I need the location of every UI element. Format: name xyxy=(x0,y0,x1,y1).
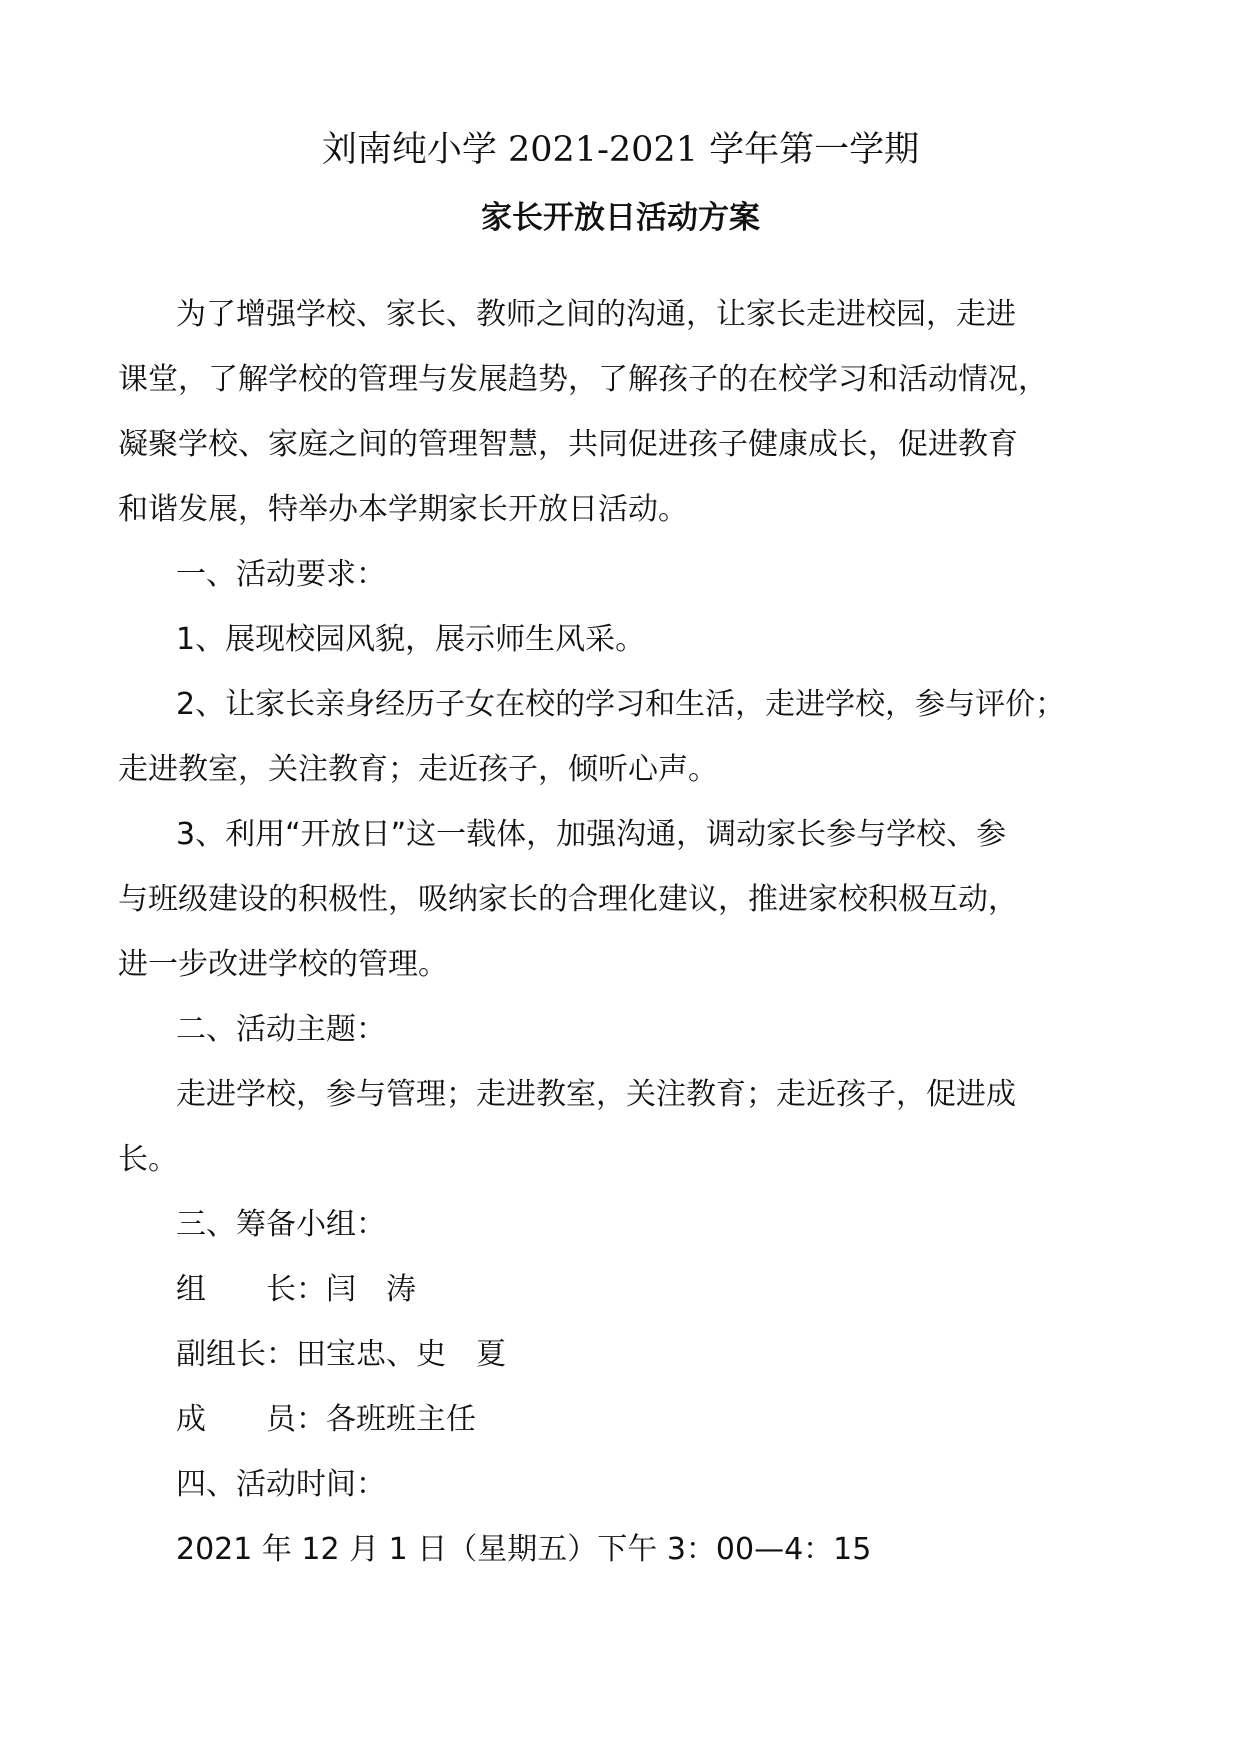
theme-line: 长。 xyxy=(118,1142,178,1177)
group-members: 成 员：各班班主任 xyxy=(176,1402,476,1437)
intro-line: 课堂，了解学校的管理与发展趋势，了解孩子的在校学习和活动情况， xyxy=(118,362,1048,397)
section-heading-theme: 二、活动主题： xyxy=(176,1012,386,1047)
requirement-item: 2、让家长亲身经历子女在校的学习和生活，走进学校，参与评价； xyxy=(176,687,1066,722)
document-title-line2: 家长开放日活动方案 xyxy=(481,200,760,236)
section-heading-group: 三、筹备小组： xyxy=(176,1207,386,1242)
intro-line: 凝聚学校、家庭之间的管理智慧，共同促进孩子健康成长，促进教育 xyxy=(118,427,1018,462)
group-deputy-leader: 副组长：田宝忠、史 夏 xyxy=(176,1337,506,1372)
document-body xyxy=(118,282,1128,1582)
requirement-item-continued: 走进教室，关注教育；走近孩子，倾听心声。 xyxy=(118,752,718,787)
intro-line: 为了增强学校、家长、教师之间的沟通，让家长走进校园，走进 xyxy=(176,297,1016,332)
activity-time: 2021 年 12 月 1 日（星期五）下午 3：00—4：15 xyxy=(176,1532,872,1567)
requirement-item: 1、展现校园风貌，展示师生风采。 xyxy=(176,622,646,657)
group-leader: 组 长：闫 涛 xyxy=(176,1272,416,1307)
requirement-item: 3、利用“开放日”这一载体，加强沟通，调动家长参与学校、参 xyxy=(176,817,1007,852)
intro-line: 和谐发展，特举办本学期家长开放日活动。 xyxy=(118,492,688,527)
requirement-item-continued: 进一步改进学校的管理。 xyxy=(118,947,448,982)
theme-line: 走进学校，参与管理；走进教室，关注教育；走近孩子，促进成 xyxy=(176,1077,1016,1112)
document-title-line1: 刘南纯小学 2021-2021 学年第一学期 xyxy=(321,130,920,170)
requirement-item-continued: 与班级建设的积极性，吸纳家长的合理化建议，推进家校积极互动， xyxy=(118,882,1018,917)
section-heading-time: 四、活动时间： xyxy=(176,1467,386,1502)
section-heading-requirements: 一、活动要求： xyxy=(176,557,386,592)
